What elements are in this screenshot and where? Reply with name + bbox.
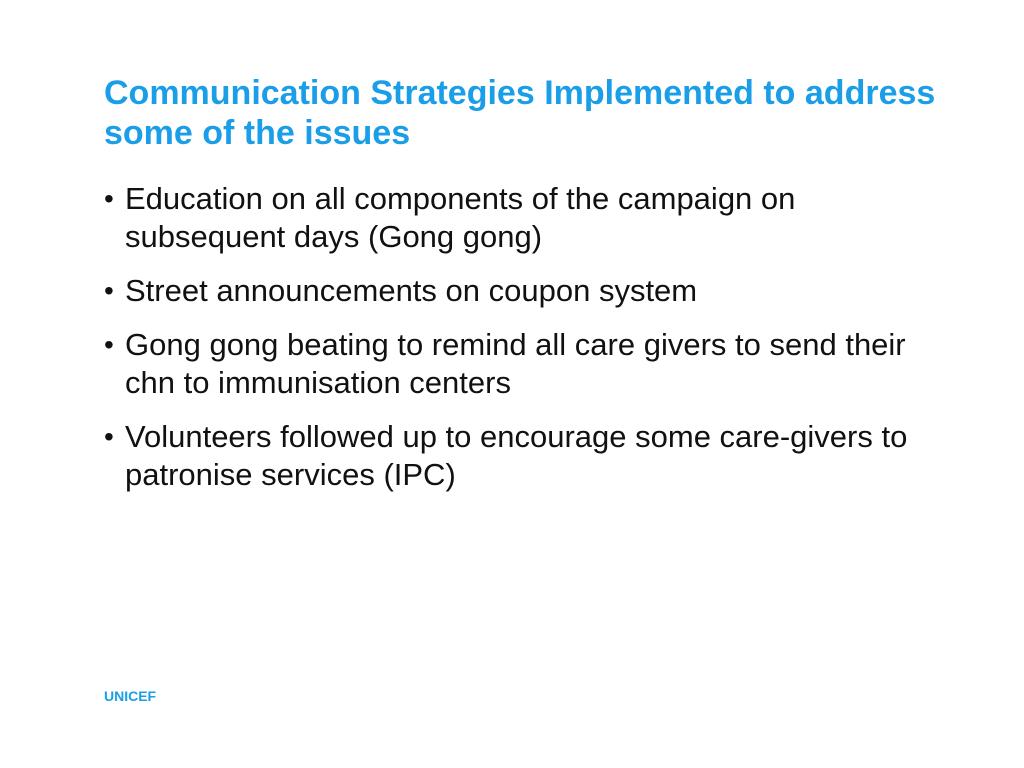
bullet-text: Street announcements on coupon system <box>125 273 698 308</box>
bullet-marker: • <box>104 421 114 452</box>
bullet-item-street-announcements <box>104 272 954 310</box>
bullet-text: Volunteers followed up to encourage some care-givers to patronise services (IPC) <box>125 419 908 492</box>
footer-logo-text: UNICEF <box>104 688 157 704</box>
bullet-item-education <box>104 180 954 256</box>
bullet-text: Gong gong beating to remind all care givers to send their chn to immunisation centers <box>125 327 906 400</box>
bullet-marker: • <box>104 183 114 214</box>
bullet-text: Education on all components of the campaign on subsequent days (Gong gong) <box>125 181 796 254</box>
slide-title: Communication Strategies Implemented to address some of the issues <box>104 74 936 152</box>
bullet-item-gong-gong-beating <box>104 326 954 402</box>
bullet-item-volunteers <box>104 418 954 494</box>
bullet-list <box>104 180 954 510</box>
bullet-marker: • <box>104 329 114 360</box>
bullet-marker: • <box>104 275 114 306</box>
